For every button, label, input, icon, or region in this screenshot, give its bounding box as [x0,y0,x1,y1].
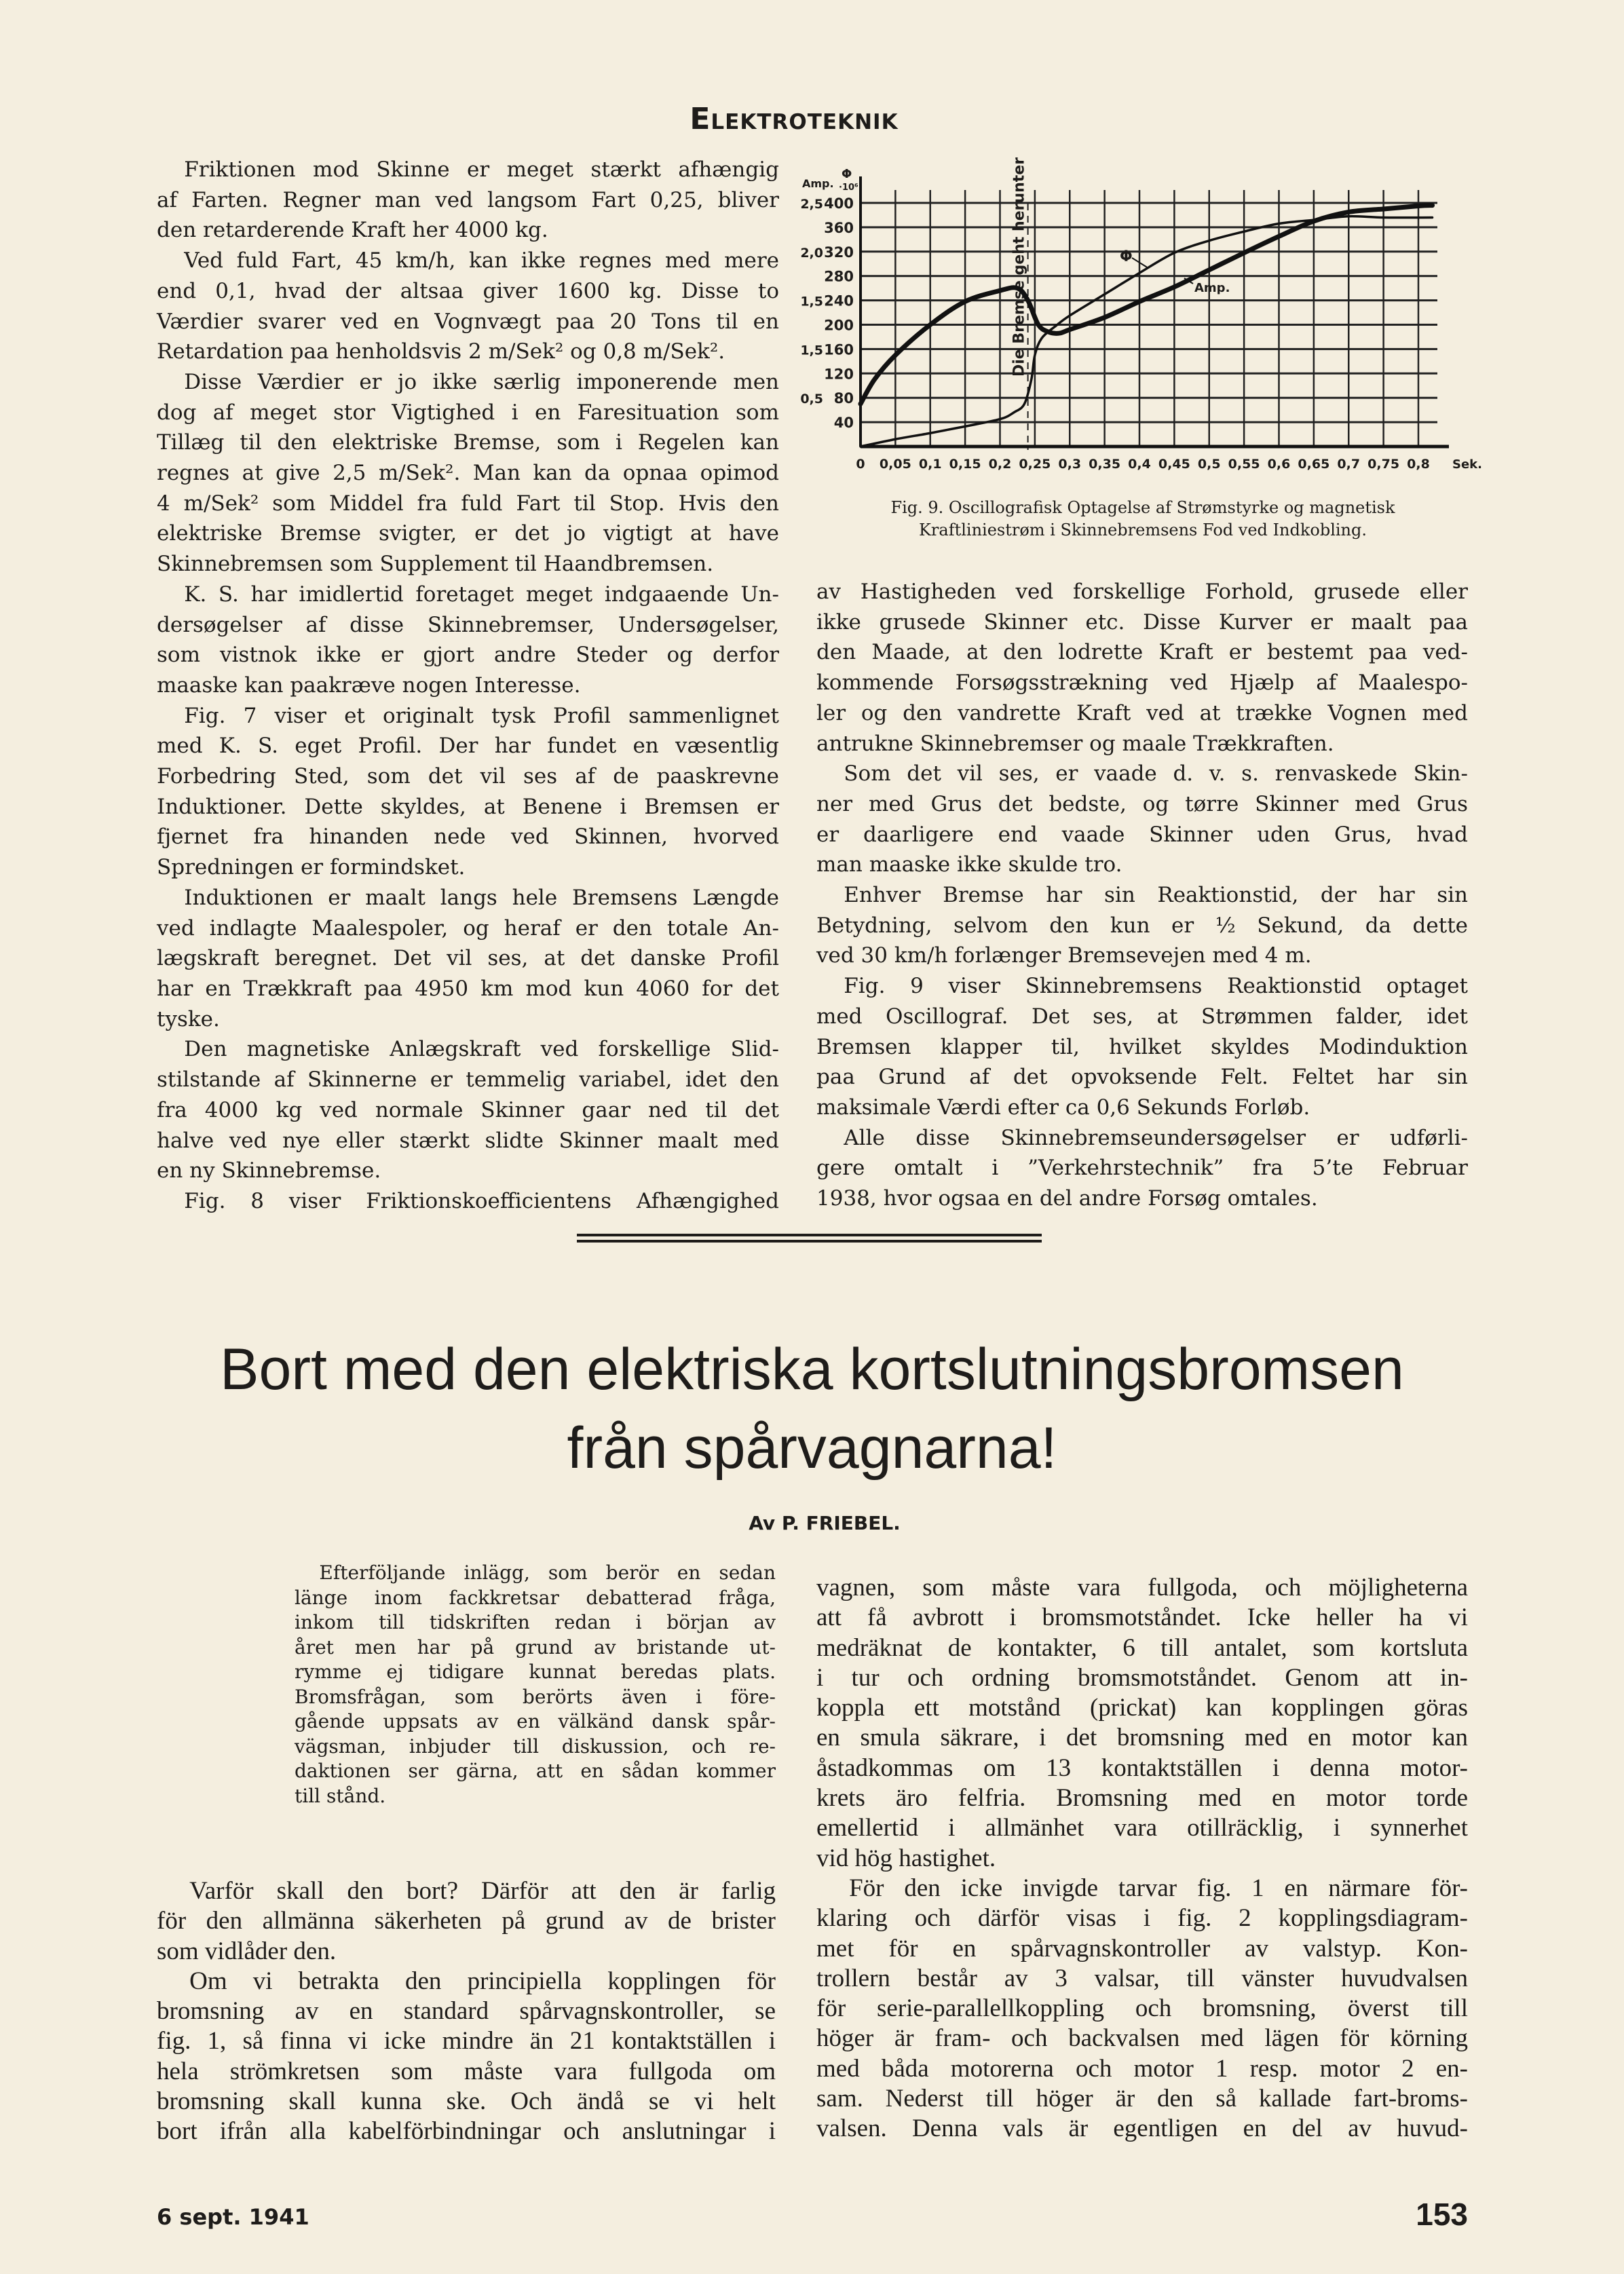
text-line: med båda motorerna och motor 1 resp. motor 2 en- [816,2054,1468,2083]
divider-rule [577,1240,1042,1243]
text-line: ler og den vandrette Kraft ved at trække Vognen med [816,700,1468,725]
text-line: vid hög hastighet. [816,1844,996,1872]
text-line: Forbedring Sted, som det vil ses af de paaskrevne [157,764,779,789]
text-line: fra 4000 kg ved normale Skinner gaar ned til det [157,1097,779,1122]
y-tick-label-amp: 2,0 [800,245,823,261]
issue-date: 6 sept. 1941 [157,2204,309,2230]
y-tick-label-phi: 280 [824,268,854,285]
y-tick-label-phi: 200 [824,317,854,334]
text-line: Bromsfrågan, som berörts även i före- [295,1685,776,1708]
text-line: gående uppsats av en välkänd dansk spår- [295,1710,776,1732]
x-tick-label: 0,7 [1337,457,1361,472]
text-line: paa Grund af det opvoksende Felt. Feltet har sin [816,1065,1468,1090]
x-tick-label: 0,55 [1228,457,1260,472]
text-line: länge inom fackkretsar debatterad fråga, [295,1586,776,1609]
article-title [0,1330,1624,1487]
y-axis-label-amp: Amp. [802,177,834,190]
x-tick-label: 0 [856,457,865,472]
x-tick-label: 0,25 [1019,457,1051,472]
text-line: ner med Grus det bedste, og tørre Skinner med Grus [816,791,1468,816]
divider-rule [577,1234,1042,1236]
text-line: Alle disse Skinnebremseundersøgelser er udførli- [844,1125,1468,1150]
figure-caption [817,497,1469,542]
x-tick-label: 0,5 [1197,457,1221,472]
text-line: Disse Værdier er jo ikke særlig imponerende men [184,369,779,394]
text-line: dog af meget stor Vigtighed i en Faresituation som [157,400,779,425]
text-line: Spredningen er formindsket. [157,855,466,880]
text-line: Skinnebremsen som Supplement til Haandbremsen. [157,552,714,577]
text-line: af Farten. Regner man ved langsom Fart 0,25, bliver [157,187,779,212]
danish-right-column [816,577,1468,1214]
text-line: inkom till tidskriften redan i början av [295,1611,776,1633]
caption-line: Kraftliniestrøm i Skinnebremsens Fod ved Indkobling. [919,520,1367,539]
oscillogram-chart [0,0,1624,543]
y-tick-label-phi: 400 [824,195,854,212]
y-tick-label-phi: 120 [824,366,854,383]
x-tick-label: 0,05 [879,457,911,472]
text-line: Retardation paa henholdsvis 2 m/Sek² og 0,8 m/Sek². [157,339,725,364]
page-number: 153 [1416,2197,1468,2232]
text-line: koppla ett motstånd (prickat) kan kopplingen göras [816,1694,1468,1722]
text-line: lægskraft beregnet. Det vil ses, at det danske Profil [157,946,779,971]
text-line: Fig. 7 viser et originalt tysk Profil sammenlignet [184,703,779,728]
y-tick-label-amp: 2,5 [800,197,823,212]
y-axis-phi-scale: ·10⁶ [839,183,858,193]
y-tick-label-amp: 1,5 [800,343,823,358]
x-tick-label: 0,8 [1407,457,1430,472]
text-line: Om vi betrakta den principiella kopplingen för [189,1967,776,1995]
text-line: av Hastigheden ved forskellige Forhold, grusede eller [816,580,1468,604]
x-tick-label: 0,15 [949,457,981,472]
text-line: ved 30 km/h forlænger Bremsevejen med 4 m. [816,943,1312,968]
x-axis-unit: Sek. [1452,457,1482,472]
text-line: den Maade, at den lodrette Kraft er bestemt paa ved- [816,640,1468,665]
text-line: maksimale Værdi efter ca 0,6 Sekunds Forløb. [816,1095,1310,1120]
text-line: hela strömkretsen som måste vara fullgoda om [157,2057,776,2085]
text-line: Fig. 9 viser Skinnebremsens Reaktionstid optaget [844,974,1468,999]
title-line: Bort med den elektriska kortslutningsbromsen [220,1337,1404,1402]
text-line: vägsman, inbjuder till diskussion, och re- [295,1735,776,1758]
y-tick-label-amp: 0,5 [800,392,823,407]
byline: Av P. FRIEBEL. [749,1512,901,1534]
text-line: bort ifrån alla kabelförbindningar och anslutningar i [157,2117,776,2146]
text-line: Som det vil ses, er vaade d. v. s. renvaskede Skin- [844,761,1468,787]
x-tick-label: 0,75 [1367,457,1400,472]
text-line: halve ved nye eller stærkt slidte Skinner maalt med [157,1128,779,1153]
text-line: rymme ej tidigare kunnat beredas plats. [295,1661,776,1683]
text-line: vagnen, som måste vara fullgoda, och möjligheterna [816,1574,1468,1602]
x-tick-label: 0,65 [1298,457,1330,472]
text-line: som vidlåder den. [157,1937,337,1965]
text-line: bromsning av en standard spårvagnskontroller, se [157,1997,776,2026]
caption-line: Fig. 9. Oscillografisk Optagelse af Strømstyrke og magnetisk [890,498,1395,517]
text-line: man maaske ikke skulde tro. [816,852,1122,877]
text-line: antrukne Skinnebremser og maale Trækkraften. [816,731,1334,756]
y-tick-label-amp: 1,5 [800,294,823,309]
x-tick-label: 0,2 [988,457,1012,472]
text-line: Værdier svarer ved en Vognvægt paa 20 Tons til en [157,309,779,334]
x-tick-label: 0,35 [1089,457,1121,472]
text-line: Den magnetiske Anlægskraft ved forskellige Slid- [184,1037,779,1062]
text-line: Fig. 8 viser Friktionskoefficientens Afhængighed [184,1188,779,1213]
text-line: Efterföljande inlägg, som berör en sedan [319,1561,776,1584]
section-header: Elektroteknik [690,102,899,136]
y-tick-label-phi: 320 [824,244,854,261]
annotation-label: Die Bremse geht herunter [1011,157,1028,377]
x-tick-label: 0,3 [1058,457,1082,472]
text-line: Tillæg til den elektriske Bremse, som i Regelen kan [157,430,779,455]
text-line: K. S. har imidlertid foretaget meget indgaaende Un- [184,582,779,607]
text-line: klaring och därför visas i fig. 2 kopplingsdiagram- [816,1904,1468,1933]
text-line: tyske. [157,1006,220,1031]
text-line: att få avbrott i bromsmotståndet. Icke heller ha vi [816,1604,1468,1632]
text-line: Bremsen klapper til, hvilket skyldes Modinduktion [816,1034,1468,1059]
text-line: medräknat de kontakter, 6 till antalet, som kortsluta [816,1633,1468,1662]
x-tick-label: 0,1 [918,457,942,472]
y-tick-label-phi: 160 [824,341,854,358]
text-line: met för en spårvagnskontroller av valstyp. Kon- [816,1934,1468,1963]
text-line: en ny Skinnebremse. [157,1158,381,1183]
text-line: 1938, hvor ogsaa en del andre Forsøg omtales. [816,1186,1318,1211]
text-line: för serie-parallellkoppling och bromsning, överst till [816,1994,1468,2023]
text-line: daktionen ser gärna, att en sådan kommer [295,1760,776,1782]
y-tick-label-phi: 40 [833,415,854,432]
phi-curve-label: Φ [1120,248,1133,265]
text-line: den retarderende Kraft her 4000 kg. [157,218,548,243]
text-line: dersøgelser af disse Skinnebremser, Undersøgelser, [157,612,779,637]
text-line: fjernet fra hinanden nede ved Skinnen, hvorved [157,825,779,850]
text-line: kommende Forsøgsstrækning ved Hjælp af Maalespo- [816,670,1468,696]
text-line: i tur och ordning bromsmotståndet. Genom att in- [816,1663,1468,1692]
text-line: Induktionen er maalt langs hele Bremsens Længde [184,885,779,910]
text-line: maaske kan paakræve nogen Interesse. [157,672,581,698]
text-line: er daarligere end vaade Skinner uden Grus, hvad [816,822,1468,847]
amp-curve-label: Amp. [1194,281,1230,295]
text-line: har en Trækkraft paa 4950 km mod kun 4060 for det [157,976,779,1001]
text-line: bromsning skall kunna ske. Och ändå se vi helt [157,2087,776,2116]
article-left-column [157,1876,776,2147]
text-line: fig. 1, så finna vi icke mindre än 21 kontaktställen i [157,2027,776,2055]
article-right-column [816,1573,1468,2144]
text-line: Induktioner. Dette skyldes, at Benene i Bremsen er [157,794,779,819]
text-line: Enhver Bremse har sin Reaktionstid, der har sin [844,883,1468,908]
text-line: gere omtalt i ”Verkehrstechnik” fra 5’te Februar [816,1156,1468,1181]
text-line: för den allmänna säkerheten på grund av de brister [157,1907,776,1935]
text-line: stilstande af Skinnerne er temmelig variabel, idet den [157,1067,779,1093]
text-line: För den icke invigde tarvar fig. 1 en närmare för- [849,1874,1468,1902]
text-line: som vistnok ikke er gjort andre Steder og derfor [157,643,779,668]
text-line: till stånd. [295,1784,386,1807]
text-line: elektriske Bremse svigter, er det jo vigtigt at have [157,521,779,546]
text-line: Friktionen mod Skinne er meget stærkt afhængig [184,157,779,182]
text-line: emellertid i allmänhet vara otillräcklig, i synnerhet [816,1814,1468,1842]
text-line: året men har på grund av bristande ut- [295,1635,776,1659]
text-line: 4 m/Sek² som Middel fra fuld Fart til Stop. Hvis den [157,491,779,516]
y-axis-label-phi: Φ [842,167,852,181]
text-line: ikke grusede Skinner etc. Disse Kurver er maalt paa [816,609,1468,634]
text-line: Varför skall den bort? Därför att den är farlig [189,1877,776,1905]
text-line: krets äro felfria. Bromsning med en motor torde [816,1784,1468,1813]
x-tick-label: 0,4 [1128,457,1151,472]
x-tick-label: 0,45 [1158,457,1190,472]
text-line: valsen. Denna vals är egentligen en del av huvud- [816,2115,1468,2143]
text-line: Betydning, selvom den kun er ½ Sekund, da dette [816,913,1468,938]
text-line: regnes at give 2,5 m/Sek². Man kan da opnaa opimod [157,461,779,486]
text-line: åstadkommas om 13 kontaktställen i denna motor- [816,1754,1468,1782]
title-line: från spårvagnarna! [567,1416,1057,1481]
text-line: Ved fuld Fart, 45 km/h, kan ikke regnes med mere [184,248,779,273]
text-line: trollern består av 3 valsar, till vänster huvudvalsen [816,1964,1468,1992]
x-tick-label: 0,6 [1267,457,1291,472]
text-line: en smula säkrare, i det bromsning med en motor kan [816,1724,1468,1752]
y-tick-label-phi: 360 [824,219,854,236]
text-line: ved indlagte Maalespoler, og heraf er den totale An- [157,915,779,941]
text-line: med Oscillograf. Det ses, at Strømmen falder, idet [816,1004,1468,1029]
y-tick-label-phi: 80 [833,390,854,407]
y-tick-label-phi: 240 [824,292,854,309]
text-line: höger är fram- och backvalsen med lägen för körning [816,2024,1468,2053]
text-line: end 0,1, hvad der altsaa giver 1600 kg. Disse to [157,278,779,303]
text-line: sam. Nederst till höger är den så kallade fart-broms- [816,2085,1468,2113]
editor-intro [295,1561,776,1808]
text-line: med K. S. eget Profil. Der har fundet en væsentlig [157,734,779,759]
